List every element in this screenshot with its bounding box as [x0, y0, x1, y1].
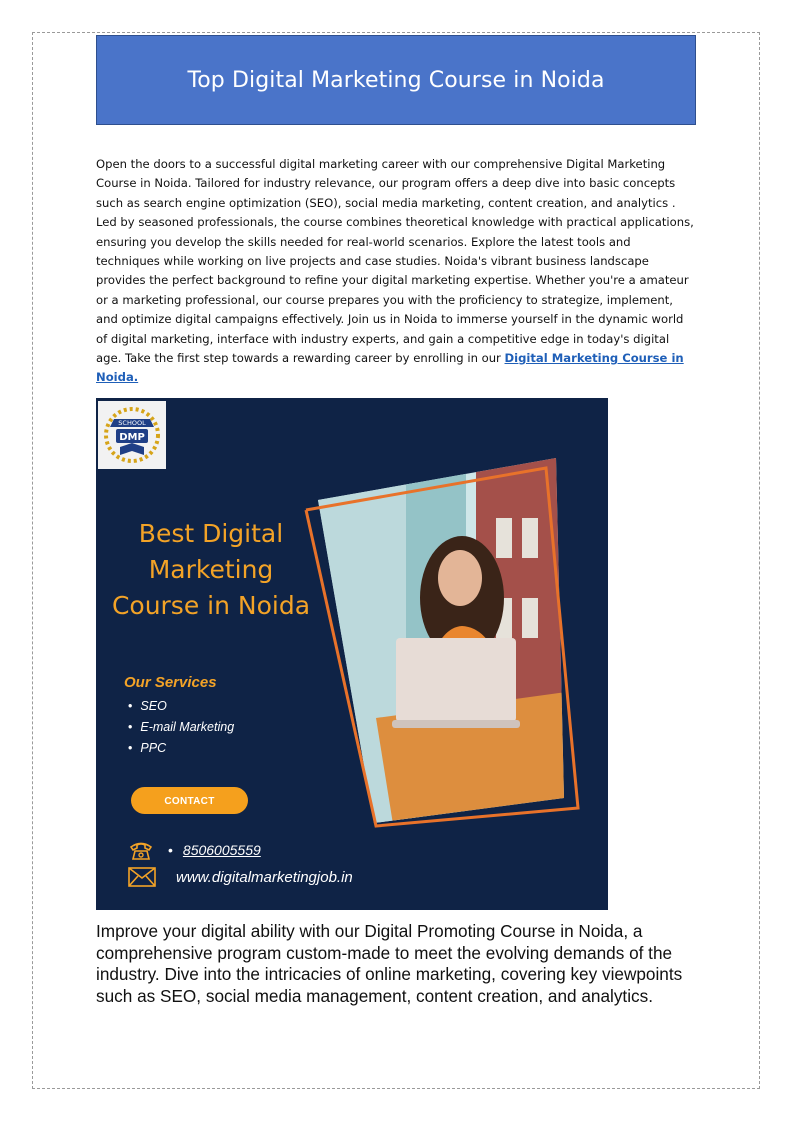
outro-paragraph: Improve your digital ability with our Digital Promoting Course in Noida, a comprehensive program custom-made to meet the evolving demands of the industry. Dive into the intricacies of online marketing, covering key viewpoints such as SEO, social media management, content creation, and analytics.	[96, 921, 683, 1006]
contact-button[interactable]: CONTACT	[131, 787, 248, 814]
page-title: Top Digital Marketing Course in Noida	[187, 67, 605, 93]
course-link[interactable]: Digital Marketing Course in Noida.	[96, 351, 684, 385]
website-url[interactable]: www.digitalmarketingjob.in	[176, 868, 353, 886]
headline-line-3: Course in Noida	[111, 591, 311, 620]
laurel-crest-icon	[98, 401, 166, 469]
services-list	[128, 696, 234, 759]
website-row	[128, 867, 353, 887]
headline-line-2: Marketing	[148, 555, 274, 584]
promo-banner	[96, 398, 608, 910]
service-item: • SEO	[128, 696, 234, 717]
mail-icon	[128, 867, 156, 887]
title-banner	[96, 35, 696, 125]
bullet: •	[168, 842, 173, 858]
phone-icon	[128, 839, 154, 861]
school-logo	[98, 401, 166, 469]
intro-text: Open the doors to a successful digital marketing career with our comprehensive Digital Marketing Course in Noida. Tailored for industry relevance, our program offers a deep dive into basic concepts such as search engine optimization (SEO), social media marketing, content creation, and analytics . Led by seasoned professionals, the course combines theoretical knowledge with practical applications, ensuring you develop the skills needed for real-world scenarios. Explore the latest tools and techniques while working on live projects and case studies. Noida's vibrant business landscape provides the perfect background to refine your digital marketing expertise. Whether you're a amateur or a marketing professional, our course prepares you with the proficiency to strategize, implement, and optimize digital campaigns effectively. Join us in Noida to immerse yourself in the dynamic world of digital marketing, interface with industry experts, and gain a competitive edge in today's digital age. Take the first step towards a rewarding career by enrolling in our	[96, 157, 694, 366]
banner-headline	[96, 516, 326, 624]
services-title: Our Services	[124, 674, 217, 691]
logo-top-text: SCHOOL	[118, 419, 146, 427]
phone-number[interactable]: 8506005559	[182, 842, 261, 858]
logo-main-text: DMP	[119, 432, 145, 443]
service-item: • PPC	[128, 738, 234, 759]
headline-line-1: Best Digital	[138, 519, 284, 548]
phone-row	[128, 839, 261, 861]
intro-paragraph	[96, 155, 698, 388]
service-item: • E-mail Marketing	[128, 717, 234, 738]
student-laptop-photo	[296, 458, 596, 843]
